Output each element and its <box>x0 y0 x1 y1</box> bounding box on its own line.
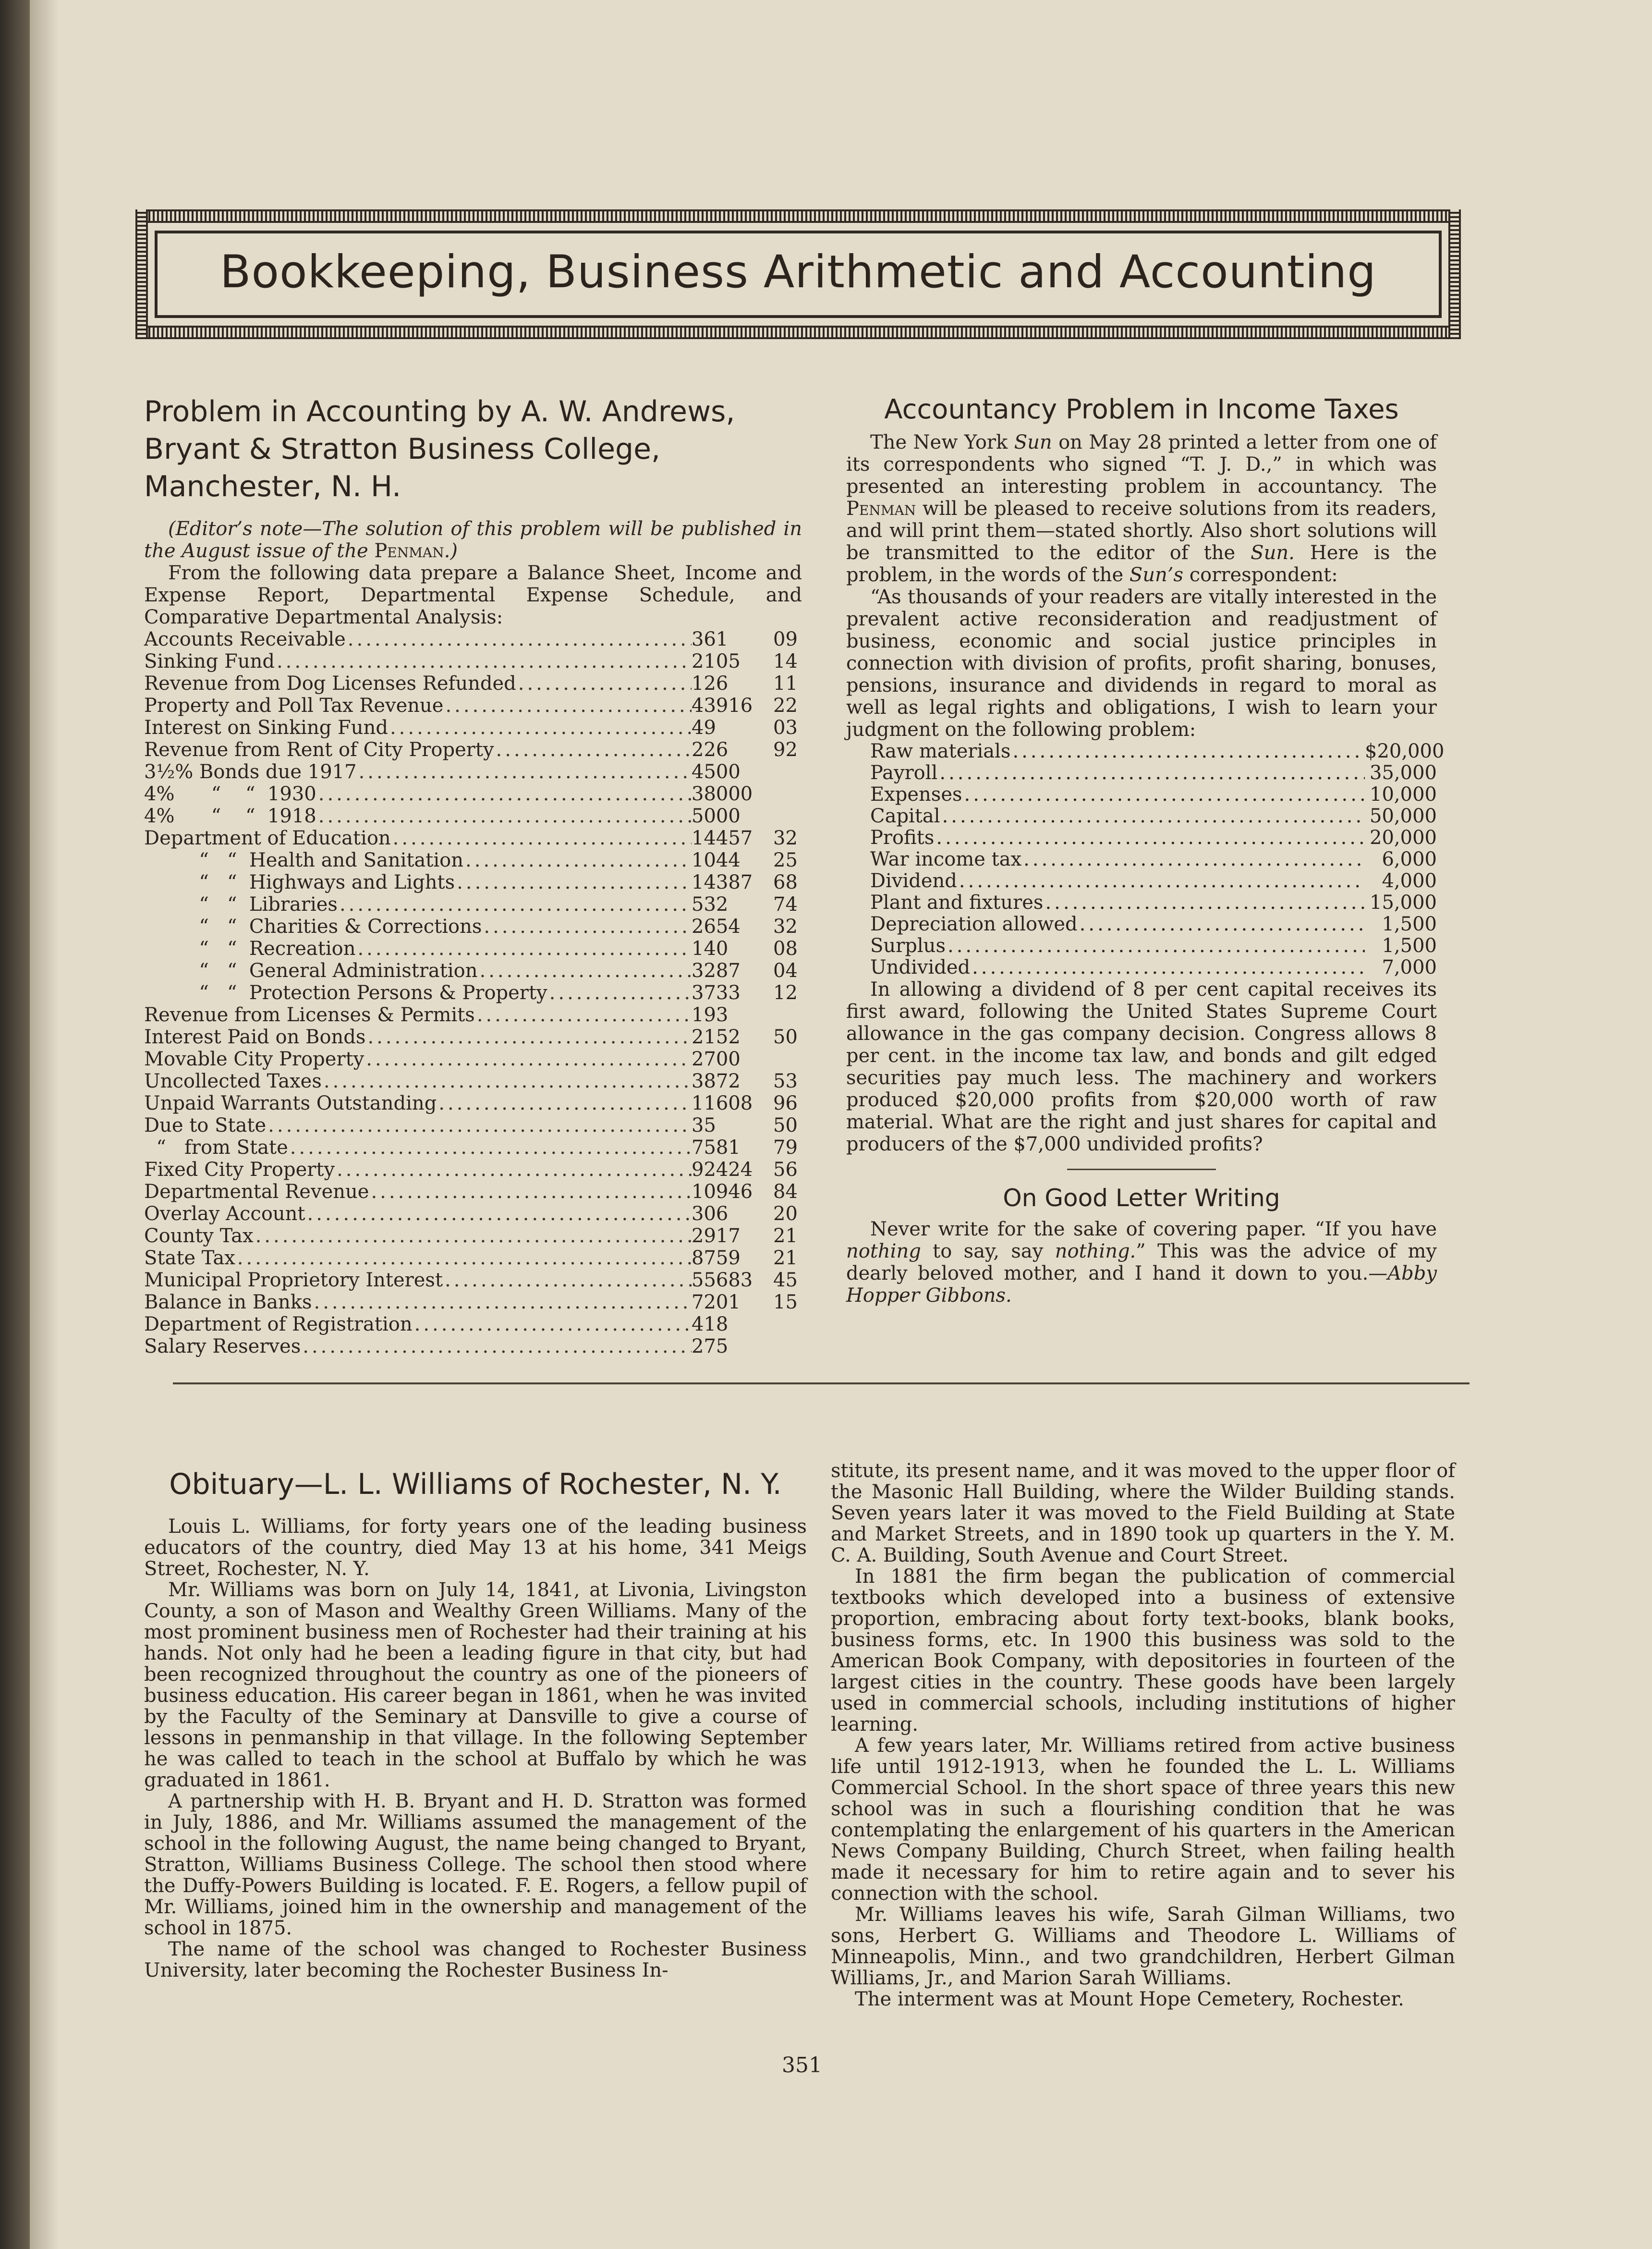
binding-shadow <box>0 0 30 2249</box>
obituary-paragraph: Mr. Williams leaves his wife, Sarah Gilman Williams, two sons, Herbert G. Williams and Theodore L. Williams of Minneapolis, Minn., and two grandchildren, Herbert Gilman Williams, Jr., and Marion Sarah Williams. <box>831 1904 1455 1989</box>
leader-dots <box>312 1291 692 1313</box>
item-label: “ from State <box>144 1137 288 1159</box>
item-cents: 15 <box>773 1291 798 1313</box>
item-cents: 84 <box>773 1181 798 1203</box>
accounting-problem-title: Problem in Accounting by A. W. Andrews, Bryant & Stratton Business College, Manchester, N. H. <box>144 395 735 503</box>
item-cents: 32 <box>773 916 798 938</box>
item-amount: 92424 <box>692 1159 753 1181</box>
text-run: ” This was the advice of my dearly beloved mother, and I hand it down to you.— <box>846 1240 1437 1284</box>
income-tax-paragraph-2: “As thousands of your readers are vitally interested in the prevalent active reconsideration and readjustment of business, economic and social justice principles in connection with division of profits, profit sharing, bonuses, pensions, insurance and dividends in regard to moral as well as legal rights and obligations, I wish to learn your judgment on the following problem: <box>846 586 1437 741</box>
income-tax-title: Accountancy Problem in Income Taxes <box>884 394 1399 425</box>
item-cents: 92 <box>773 739 798 761</box>
leader-dots <box>275 650 692 672</box>
obituary-column-right <box>831 1460 1455 2010</box>
leader-dots <box>970 957 1365 978</box>
item-label: Revenue from Dog Licenses Refunded <box>144 672 516 695</box>
leader-dots <box>335 1159 692 1181</box>
item-label: Overlay Account <box>144 1203 305 1225</box>
accounting-item-row <box>144 761 802 783</box>
leader-dots <box>1043 892 1365 914</box>
leader-dots <box>455 871 692 893</box>
leader-dots <box>463 849 692 871</box>
obituary-title: Obituary—L. L. Williams of Rochester, N. Y. <box>169 1467 782 1501</box>
penman-name: Penman <box>374 540 444 562</box>
item-label: Surplus <box>870 935 946 957</box>
tax-item-row <box>846 914 1437 935</box>
item-cents: 74 <box>773 893 798 916</box>
accounting-item-row <box>144 1247 802 1269</box>
tax-item-row <box>846 870 1437 892</box>
item-label: State Tax <box>144 1247 235 1269</box>
item-amount: 7,000 <box>1382 956 1437 978</box>
accounting-item-row <box>144 1004 802 1026</box>
item-amount: 11608 <box>692 1092 753 1114</box>
item-cents: 32 <box>773 827 798 849</box>
item-amount: 55683 <box>692 1269 753 1291</box>
accounting-item-row <box>144 827 802 849</box>
obituary-paragraph: In 1881 the firm began the publication of commercial textbooks which developed into a business of extensive proportion, embracing about forty text-books, blank books, business forms, etc. In 1900 this business was sold to the American Book Company, with depositories in fourteen of the largest cities in the country. These goods have been largely used in commercial schools, including institutions of higher learning. <box>831 1565 1455 1736</box>
item-cents: 79 <box>773 1137 798 1159</box>
leader-dots <box>443 1269 692 1291</box>
item-label: Interest on Sinking Fund <box>144 717 388 739</box>
item-cents: 14 <box>773 650 798 672</box>
leader-dots <box>388 717 692 739</box>
obituary-paragraph: The name of the school was changed to Rochester Business University, later becoming the Rochester Business In- <box>144 1938 807 1981</box>
accounting-item-row <box>144 1092 802 1114</box>
accounting-intro: From the following data prepare a Balance Sheet, Income and Expense Report, Departmental Expense Schedule, and Comparative Departmental Analysis: <box>144 562 802 628</box>
banner-border-bottom <box>135 326 1461 339</box>
item-amount: 3287 <box>692 960 741 982</box>
item-label: Dividend <box>870 870 957 892</box>
item-label: 4% “ “ 1918 <box>144 805 316 827</box>
item-label: Fixed City Property <box>144 1159 335 1181</box>
leader-dots <box>254 1225 692 1247</box>
leader-dots <box>322 1070 692 1092</box>
item-label: Municipal Proprietory Interest <box>144 1269 443 1291</box>
item-label: “ “ Recreation <box>144 938 356 960</box>
income-tax-article <box>846 393 1445 1307</box>
item-label: Raw materials <box>870 740 1011 762</box>
item-cents: 12 <box>773 982 798 1004</box>
leader-dots <box>547 982 692 1004</box>
item-cents: 04 <box>773 960 798 982</box>
item-amount: 226 <box>692 739 729 761</box>
item-label: Uncollected Taxes <box>144 1070 322 1092</box>
item-cents: 09 <box>773 628 798 650</box>
accounting-item-row <box>144 805 802 827</box>
accounting-item-row <box>144 871 802 893</box>
item-amount: 2917 <box>692 1225 741 1247</box>
leader-dots <box>338 893 692 916</box>
item-label: 4% “ “ 1930 <box>144 783 316 805</box>
leader-dots <box>235 1247 692 1269</box>
item-amount: 14457 <box>692 827 753 849</box>
item-amount: 14387 <box>692 871 753 893</box>
leader-dots <box>1010 741 1365 762</box>
item-label: Plant and fixtures <box>870 892 1044 914</box>
accounting-item-row <box>144 1137 802 1159</box>
item-label: Departmental Revenue <box>144 1181 369 1203</box>
item-cents: 53 <box>773 1070 798 1092</box>
accounting-item-row <box>144 1048 802 1070</box>
leader-dots <box>443 695 692 717</box>
item-label: Movable City Property <box>144 1048 364 1070</box>
obituary-paragraph: A few years later, Mr. Williams retired from active business life until 1912-1913, when he founded the L. L. Williams Commercial School. In the short space of three years this new school was in such a flourishing condition that he was contemplating the enlargement of his quarters in the American News Company Building, Church Street, when failing health made it necessary for him to retire again and to sever his connection with the school. <box>831 1735 1455 1905</box>
item-cents: 56 <box>773 1159 798 1181</box>
emphasis: nothing. <box>1055 1240 1136 1262</box>
item-label: Interest Paid on Bonds <box>144 1026 366 1048</box>
text-run: Never write for the sake of covering paper. “If you have <box>870 1218 1437 1240</box>
accounting-item-row <box>144 1313 802 1335</box>
tax-item-row <box>846 849 1437 870</box>
item-amount: 275 <box>692 1335 729 1357</box>
obituary-paragraph: The interment was at Mount Hope Cemetery, Rochester. <box>855 1988 1404 2010</box>
item-label: “ “ Health and Sanitation <box>144 849 464 871</box>
item-label: Property and Poll Tax Revenue <box>144 695 444 717</box>
item-label: 3½% Bonds due 1917 <box>144 761 357 783</box>
item-label: Accounts Receivable <box>144 628 346 650</box>
letter-writing-text <box>846 1218 1437 1307</box>
tax-item-row <box>846 740 1445 762</box>
item-cents: 03 <box>773 717 798 739</box>
text-run: will be pleased to receive solutions from its readers, and will print them—stated shortly. Also short solutions will be transmitted to the editor of the <box>846 498 1437 564</box>
item-amount: 49 <box>692 717 716 739</box>
accounting-item-row <box>144 893 802 916</box>
leader-dots <box>369 1181 692 1203</box>
item-cents: 25 <box>773 849 798 871</box>
text-run: The New York <box>870 431 1014 453</box>
item-cents: 21 <box>773 1225 798 1247</box>
accounting-item-row <box>144 1159 802 1181</box>
leader-dots <box>305 1203 692 1225</box>
income-tax-items-list <box>846 740 1445 978</box>
leader-dots <box>437 1092 692 1114</box>
item-label: Due to State <box>144 1114 267 1137</box>
accounting-item-row <box>144 1335 802 1357</box>
item-amount: $20,000 <box>1365 740 1445 762</box>
tax-item-row <box>846 957 1437 978</box>
penman-name: Penman <box>846 498 916 520</box>
item-amount: 306 <box>692 1203 729 1225</box>
item-amount: 193 <box>692 1004 729 1026</box>
accounting-item-row <box>144 650 802 672</box>
leader-dots <box>365 1026 692 1048</box>
accounting-item-row <box>144 982 802 1004</box>
leader-dots <box>346 628 692 650</box>
emphasis: nothing <box>846 1240 921 1262</box>
item-label: Undivided <box>870 956 971 978</box>
item-cents: 50 <box>773 1114 798 1137</box>
obituary-paragraph: A partnership with H. B. Bryant and H. D. Stratton was formed in July, 1886, and Mr. Williams assumed the management of the school in the following August, the name being changed to Bryant, Stratton, Williams Business College. The school then stood where the Duffy-Powers Building is located. F. E. Rogers, a fellow pupil of Mr. Williams, joined him in the ownership and management of the school in 1875. <box>144 1790 807 1939</box>
item-label: Revenue from Rent of City Property <box>144 739 494 761</box>
item-label: Department of Education <box>144 827 391 849</box>
obituary-column-left <box>144 1466 807 1981</box>
item-cents: 11 <box>773 672 798 695</box>
leader-dots <box>957 870 1365 892</box>
tax-item-row <box>846 935 1437 957</box>
tax-item-row <box>846 806 1437 827</box>
item-amount: 5000 <box>692 805 741 827</box>
item-amount: 2700 <box>692 1048 741 1070</box>
obituary-left-text <box>144 1516 807 1981</box>
item-label: Revenue from Licenses & Permits <box>144 1004 475 1026</box>
item-amount: 2152 <box>692 1026 741 1048</box>
item-amount: 3872 <box>692 1070 741 1092</box>
item-amount: 140 <box>692 938 729 960</box>
editor-note <box>144 518 802 562</box>
accounting-problem-article <box>144 393 802 1357</box>
leader-dots <box>962 784 1365 806</box>
item-label: “ “ General Administration <box>144 960 478 982</box>
item-amount: 10946 <box>692 1181 753 1203</box>
leader-dots <box>391 827 692 849</box>
item-amount: 532 <box>692 893 729 916</box>
leader-dots <box>413 1313 692 1335</box>
quote-author: Abby Hopper Gibbons. <box>846 1262 1437 1307</box>
item-label: Expenses <box>870 783 962 806</box>
item-amount: 43916 <box>692 695 753 717</box>
item-cents: 45 <box>773 1269 798 1291</box>
editor-note-end: .) <box>444 540 458 562</box>
accounting-item-row <box>144 1181 802 1203</box>
item-amount: 50,000 <box>1370 805 1437 827</box>
leader-dots <box>301 1335 692 1357</box>
leader-dots <box>355 938 692 960</box>
obituary-paragraph: stitute, its present name, and it was moved to the upper floor of the Masonic Hall Building, where the Wilder Building stands. Seven years later it was moved to the Field Building at State and Market Streets, and in 1890 took up quarters in the Y. M. C. A. Building, South Avenue and Court Street. <box>831 1460 1455 1566</box>
item-amount: 6,000 <box>1382 848 1437 870</box>
page-number: 351 <box>782 2053 822 2078</box>
income-tax-paragraph-1 <box>846 431 1437 586</box>
item-cents: 68 <box>773 871 798 893</box>
leader-dots <box>357 761 692 783</box>
leader-dots <box>266 1114 692 1137</box>
item-amount: 35,000 <box>1370 762 1437 784</box>
item-amount: 361 <box>692 628 729 650</box>
item-label: Capital <box>870 805 940 827</box>
leader-dots <box>316 783 692 805</box>
leader-dots <box>946 935 1365 957</box>
item-label: Unpaid Warrants Outstanding <box>144 1092 437 1114</box>
accounting-item-row <box>144 960 802 982</box>
accounting-item-row <box>144 938 802 960</box>
newspaper-name: Sun’s <box>1129 564 1184 586</box>
accounting-item-row <box>144 783 802 805</box>
section-header-banner <box>135 209 1461 339</box>
accounting-item-row <box>144 916 802 938</box>
item-amount: 8759 <box>692 1247 741 1269</box>
item-cents: 96 <box>773 1092 798 1114</box>
text-run: on May 28 printed a letter from one of its correspondents who signed “T. J. D.,” in which was presented an interesting problem in accountancy. The <box>846 431 1437 498</box>
item-cents: 21 <box>773 1247 798 1269</box>
leader-dots <box>478 960 692 982</box>
accounting-items-list <box>144 628 802 1357</box>
leader-dots <box>940 806 1365 827</box>
item-amount: 3733 <box>692 982 741 1004</box>
leader-dots <box>1078 914 1365 935</box>
item-cents: 50 <box>773 1026 798 1048</box>
letter-writing-title: On Good Letter Writing <box>1003 1184 1280 1212</box>
tax-item-row <box>846 762 1437 784</box>
leader-dots <box>475 1004 692 1026</box>
item-label: “ “ Libraries <box>144 893 338 916</box>
item-label: War income tax <box>870 848 1022 870</box>
tax-item-row <box>846 784 1437 806</box>
leader-dots <box>482 916 692 938</box>
item-cents: 20 <box>773 1203 798 1225</box>
accounting-item-row <box>144 739 802 761</box>
leader-dots <box>494 739 692 761</box>
item-label: County Tax <box>144 1225 254 1247</box>
obituary-paragraph: Mr. Williams was born on July 14, 1841, at Livonia, Livingston County, a son of Mason and Wealthy Green Williams. Many of the most prominent business men of Rochester had their training at his hands. Not only had he been a leading figure in that city, but had been recognized throughout the country as one of the pioneers of business education. His career began in 1861, when he was invited by the Faculty of the Seminary at Dansville to give a course of lessons in penmanship in that village. In the following September he was called to teach in the school at Buffalo by which he was graduated in 1861. <box>144 1579 807 1791</box>
leader-dots <box>1021 849 1365 870</box>
obituary-right-text <box>831 1460 1455 2010</box>
newspaper-name: Sun. <box>1251 542 1295 564</box>
accounting-item-row <box>144 717 802 739</box>
item-amount: 7201 <box>692 1291 741 1313</box>
leader-dots <box>316 805 692 827</box>
item-label: “ “ Highways and Lights <box>144 871 455 893</box>
accounting-item-row <box>144 1203 802 1225</box>
leader-dots <box>288 1137 692 1159</box>
item-amount: 1044 <box>692 849 741 871</box>
binding-edge <box>30 0 59 2249</box>
accounting-item-row <box>144 1269 802 1291</box>
item-amount: 7581 <box>692 1137 741 1159</box>
accounting-item-row <box>144 695 802 717</box>
item-label: “ “ Protection Persons & Property <box>144 982 547 1004</box>
item-amount: 126 <box>692 672 729 695</box>
item-amount: 1,500 <box>1382 935 1437 957</box>
accounting-item-row <box>144 1070 802 1092</box>
accounting-item-row <box>144 1225 802 1247</box>
leader-dots <box>937 762 1365 784</box>
item-label: Department of Registration <box>144 1313 413 1335</box>
leader-dots <box>516 672 692 695</box>
text-run: to say, say <box>921 1240 1055 1262</box>
text-run: correspondent: <box>1183 564 1338 586</box>
accounting-item-row <box>144 672 802 695</box>
item-label: Profits <box>870 827 935 849</box>
divider <box>1067 1169 1216 1170</box>
item-amount: 4,000 <box>1382 870 1437 892</box>
accounting-item-row <box>144 628 802 650</box>
item-amount: 2105 <box>692 650 741 672</box>
newspaper-name: Sun <box>1014 431 1052 453</box>
leader-dots <box>364 1048 692 1070</box>
tax-item-row <box>846 892 1437 914</box>
income-tax-paragraph-3: In allowing a dividend of 8 per cent capital receives its first award, following the United States Supreme Court allowance in the gas company decision. Congress allows 8 per cent. in the income tax law, and bonds and gilt edged securities pay much less. The machinery and workers produced $20,000 profits from $20,000 worth of raw material. What are the right and just shares for capital and producers of the $7,000 undivided profits? <box>846 978 1437 1155</box>
editor-note-text: (Editor’s note—The solution of this problem will be published in the August issue of the <box>144 518 802 562</box>
banner-border-top <box>135 209 1461 223</box>
item-amount: 418 <box>692 1313 729 1335</box>
item-amount: 35 <box>692 1114 716 1137</box>
item-amount: 20,000 <box>1370 827 1437 849</box>
item-label: Balance in Banks <box>144 1291 312 1313</box>
accounting-item-row <box>144 1291 802 1313</box>
item-amount: 38000 <box>692 783 753 805</box>
item-label: Sinking Fund <box>144 650 275 672</box>
item-label: Payroll <box>870 762 938 784</box>
item-cents: 08 <box>773 938 798 960</box>
item-label: Depreciation allowed <box>870 913 1078 935</box>
accounting-item-row <box>144 1026 802 1048</box>
item-amount: 2654 <box>692 916 741 938</box>
item-label: Salary Reserves <box>144 1335 301 1357</box>
leader-dots <box>934 827 1365 849</box>
item-cents: 22 <box>773 695 798 717</box>
section-title: Bookkeeping, Business Arithmetic and Accounting <box>220 246 1376 298</box>
obituary-paragraph: Louis L. Williams, for forty years one of the leading business educators of the country, died May 13 at his home, 341 Meigs Street, Rochester, N. Y. <box>144 1516 807 1580</box>
item-label: “ “ Charities & Corrections <box>144 916 482 938</box>
item-amount: 1,500 <box>1382 913 1437 935</box>
item-amount: 4500 <box>692 761 741 783</box>
accounting-item-row <box>144 849 802 871</box>
tax-item-row <box>846 827 1437 849</box>
accounting-item-row <box>144 1114 802 1137</box>
item-amount: 15,000 <box>1370 892 1437 914</box>
horizontal-rule <box>173 1382 1470 1384</box>
text-run: Here is the problem, in the words of the <box>846 542 1437 586</box>
item-amount: 10,000 <box>1370 783 1437 806</box>
